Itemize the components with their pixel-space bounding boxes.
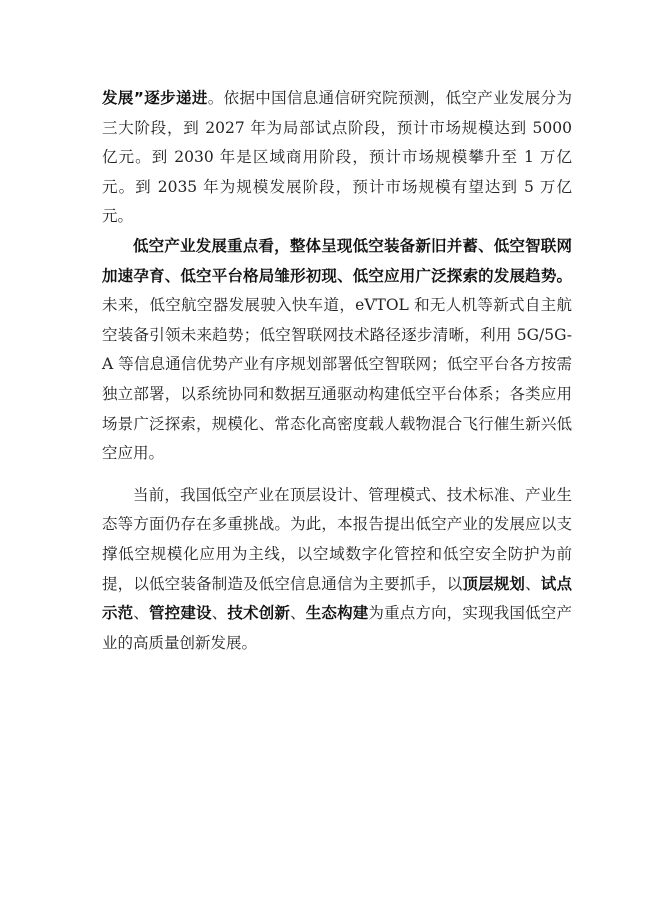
text-run: 顶层规划 xyxy=(462,574,526,593)
text-run: 。依据中国信息通信研究院预测，低空产业发展分为三大阶段，到 2027 年为局部试点阶段，预计市场规模达到 5000 亿元。到 2030 年是区域商用阶段，预计市场规模攀升至 1 万亿元。到 2035 年为规模发展阶段，预计市场规模有望达到 5 万亿元。 xyxy=(102,89,573,226)
text-run: 、 xyxy=(211,604,228,623)
text-run: 为重点方向，实现我国低空产业的高质量创新发展。 xyxy=(102,604,572,652)
text-run: 管控建设 xyxy=(149,604,212,623)
text-run: 技术创新 xyxy=(227,604,291,623)
text-run: 未来，低空航空器发展驶入快车道，eVTOL 和无人机等新式自主航空装备引领未来趋势；低空智联网技术路径逐步清晰，利用 5G/5G-A 等信息通信优势产业有序规划部署低空智联网；低空平台各方按需独立部署，以系统协同和数据互通驱动构建低空平台体系；各类应用场景广泛探索，规模化、常态化高密度载人载物混合飞行催生新兴低空应用。 xyxy=(102,296,572,463)
text-run: 低空产业发展重点看，整体呈现低空装备新旧并蓄、低空智联网加速孕育、低空平台格局雏形初现、低空应用广泛探索的发展趋势。 xyxy=(102,236,572,285)
document-page xyxy=(102,84,572,658)
text-run: 试点示范 xyxy=(102,574,572,623)
text-run: 生态构建 xyxy=(305,604,369,623)
paragraph-trends xyxy=(102,232,572,469)
text-run: 、 xyxy=(133,604,150,623)
text-run: 、 xyxy=(525,574,541,593)
paragraph-forecast xyxy=(102,84,572,232)
paragraph-challenges xyxy=(102,481,572,659)
text-run: 、 xyxy=(290,604,306,623)
text-run: 当前，我国低空产业在顶层设计、管理模式、技术标准、产业生态等方面仍存在多重挑战。为此，本报告提出低空产业的发展应以支撑低空规模化应用为主线，以空域数字化管控和低空安全防护为前提，以低空装备制造及低空信息通信为主要抓手，以 xyxy=(102,485,572,593)
text-run: 发展”逐步递进 xyxy=(102,89,208,107)
